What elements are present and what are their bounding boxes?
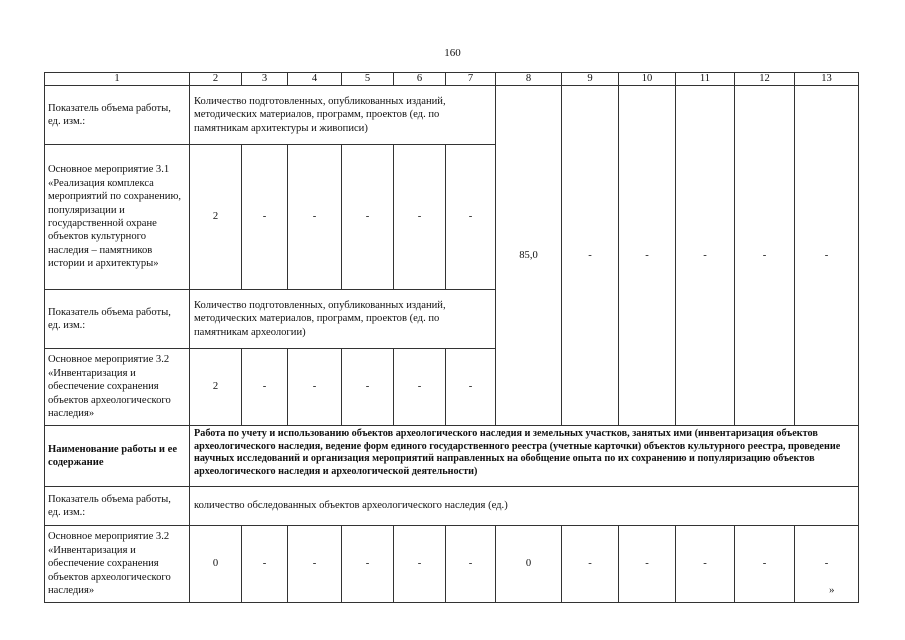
value-cell: 2 (190, 349, 242, 426)
row-label: Наименование работы и ее содержание (45, 426, 190, 487)
value-cell: - (562, 526, 619, 603)
table-row-indicator-3 (45, 487, 859, 526)
row-label: Основное мероприятие 3.1 «Реализация комплекса мероприятий по сохранению, популяризации и государственной охране объектов культурного наследия – памятников истории и архитектуры» (45, 145, 190, 290)
table-header-row (45, 73, 859, 86)
program-table (44, 72, 859, 603)
column-header: 10 (619, 73, 676, 86)
closing-quote: » (829, 584, 835, 596)
value-cell: - (288, 349, 342, 426)
value-cell: - (394, 145, 446, 290)
row-label: Показатель объема работы, ед. изм.: (45, 86, 190, 145)
value-cell: - (446, 349, 496, 426)
row-label: Показатель объема работы, ед. изм.: (45, 290, 190, 349)
column-header: 11 (676, 73, 735, 86)
column-header: 4 (288, 73, 342, 86)
value-cell: - (242, 349, 288, 426)
value-cell: - (288, 145, 342, 290)
table-row-measure-3-2-b (45, 526, 859, 603)
merged-value-cell: - (619, 86, 676, 426)
merged-value-cell: - (676, 86, 735, 426)
row-label: Основное мероприятие 3.2 «Инвентаризация и обеспечение сохранения объектов археологического наследия» (45, 526, 190, 603)
column-header: 7 (446, 73, 496, 86)
column-header: 13 (795, 73, 859, 86)
table-row-work-name (45, 426, 859, 487)
value-cell: - (394, 349, 446, 426)
value-cell: 0 (190, 526, 242, 603)
merged-value-cell: 85,0 (496, 86, 562, 426)
indicator-text: Количество подготовленных, опубликованных изданий, методических материалов, программ, проектов (ед. по памятникам археологии) (190, 290, 496, 349)
column-header: 2 (190, 73, 242, 86)
row-label: Показатель объема работы, ед. изм.: (45, 487, 190, 526)
value-cell: - (735, 526, 795, 603)
indicator-text: количество обследованных объектов археологического наследия (ед.) (190, 487, 859, 526)
work-description: Работа по учету и использованию объектов археологического наследия и земельных участков, занятых ими (инвентаризация объектов археологического наследия, ведение форм единого государственного реестра (учетные карточки) объектов культурного реестра, проведение научных исследований и организация мероприятий направленных на обобщение опыта по их сохранению и популяризацию объектов археологического наследия и археологической деятельности) (190, 426, 859, 487)
value-cell: - (242, 145, 288, 290)
value-cell: - (446, 145, 496, 290)
column-header: 1 (45, 73, 190, 86)
page-number: 160 (444, 47, 461, 59)
value-cell: - (446, 526, 496, 603)
merged-value-cell: - (562, 86, 619, 426)
row-label: Основное мероприятие 3.2 «Инвентаризация и обеспечение сохранения объектов археологического наследия» (45, 349, 190, 426)
merged-value-cell: - (795, 86, 859, 426)
table-row-indicator-1 (45, 86, 859, 145)
value-cell: - (676, 526, 735, 603)
value-cell: - (795, 526, 859, 603)
value-cell: - (342, 349, 394, 426)
value-cell: - (394, 526, 446, 603)
column-header: 5 (342, 73, 394, 86)
column-header: 3 (242, 73, 288, 86)
value-cell: - (342, 526, 394, 603)
merged-value-cell: - (735, 86, 795, 426)
value-cell: - (619, 526, 676, 603)
column-header: 9 (562, 73, 619, 86)
indicator-text: Количество подготовленных, опубликованных изданий, методических материалов, программ, проектов (ед. по памятникам архитектуры и живописи) (190, 86, 496, 145)
column-header: 6 (394, 73, 446, 86)
column-header: 8 (496, 73, 562, 86)
value-cell: - (288, 526, 342, 603)
value-cell: - (342, 145, 394, 290)
value-cell: 0 (496, 526, 562, 603)
value-cell: 2 (190, 145, 242, 290)
value-cell: - (242, 526, 288, 603)
column-header: 12 (735, 73, 795, 86)
